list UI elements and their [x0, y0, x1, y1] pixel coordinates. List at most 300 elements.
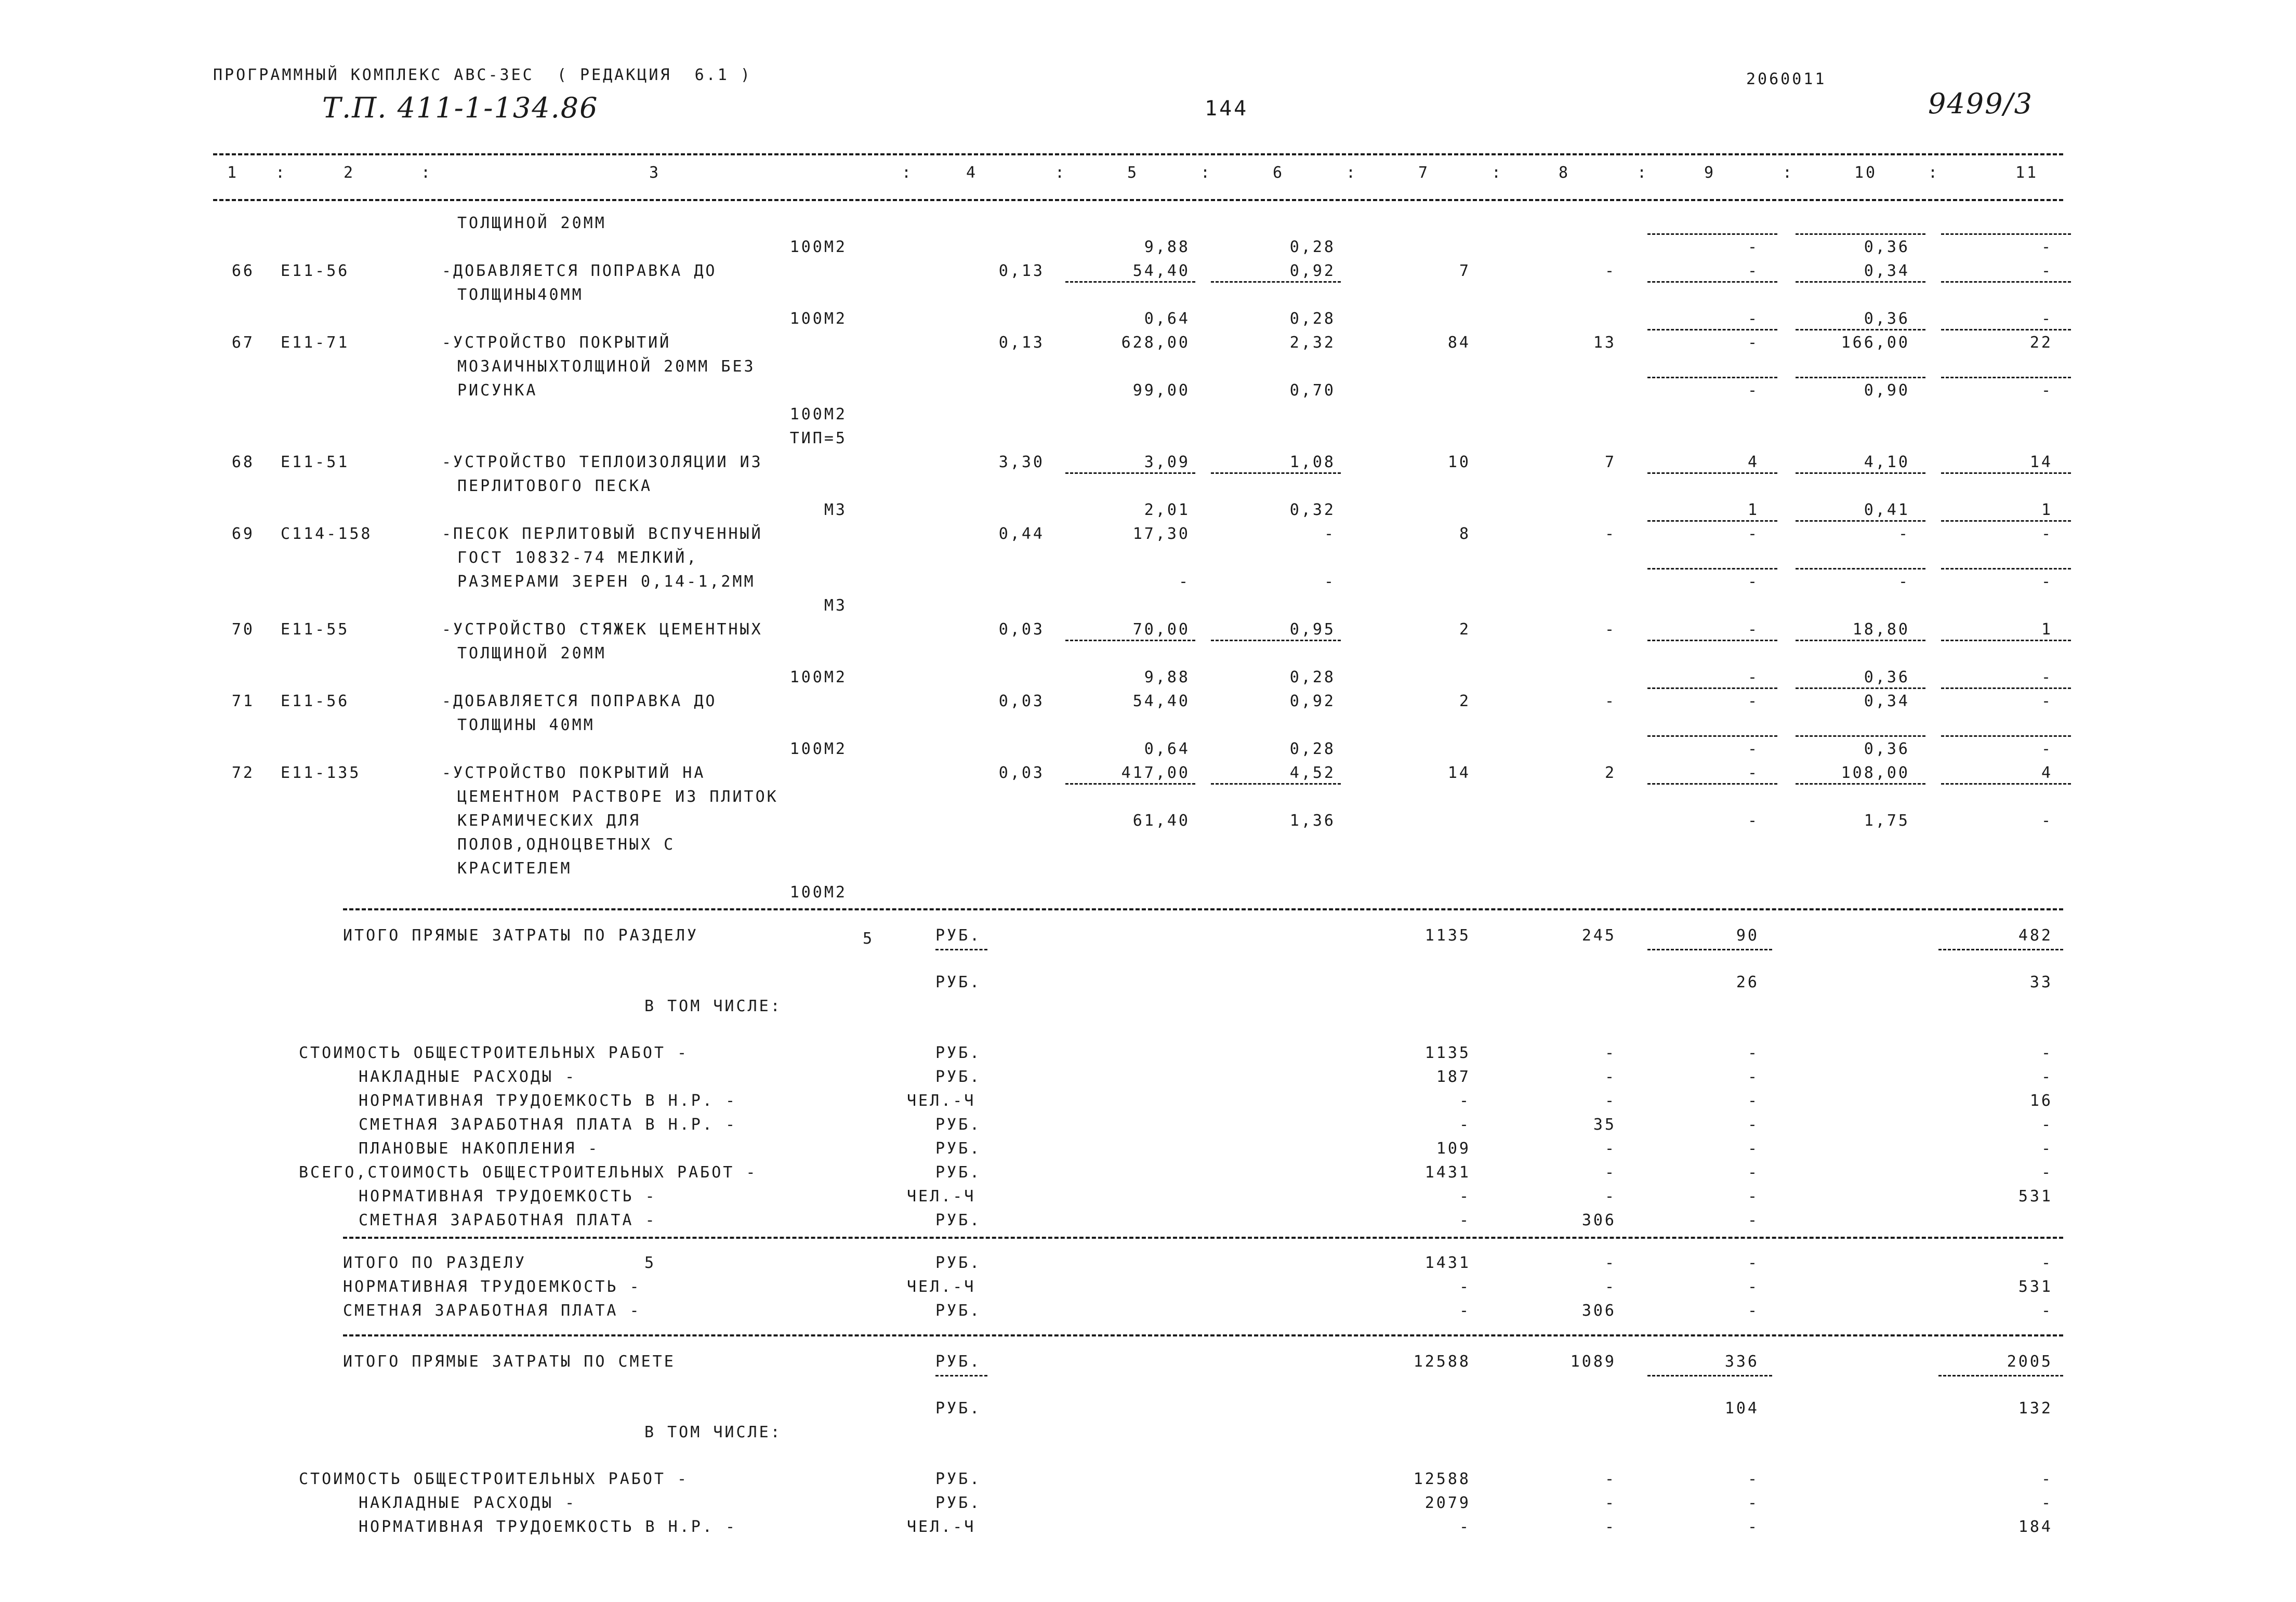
cell-c5: 61,40	[1132, 812, 1190, 830]
summary-c7: 1431	[1424, 1254, 1471, 1272]
cell-c10: 0,36	[1864, 238, 1910, 256]
estimate-total-c9: 336	[1724, 1353, 1759, 1371]
section-total-unit2: РУБ.	[935, 973, 982, 991]
dash-line	[1647, 640, 1777, 641]
estimate-breakdown-unit: РУБ.	[935, 1494, 982, 1512]
cell-c11: -	[2041, 812, 2053, 830]
item-number: 68	[231, 453, 255, 471]
cell-c10: 0,41	[1864, 501, 1910, 519]
section-number: 5	[863, 930, 875, 948]
cell-c9: -	[1747, 238, 1759, 256]
breakdown-c9: -	[1747, 1092, 1759, 1110]
item-description: ПЕРЛИТОВОГО ПЕСКА	[457, 477, 653, 495]
breakdown-c9: -	[1747, 1068, 1759, 1086]
item-description: -УСТРОЙСТВО ПОКРЫТИЙ	[442, 334, 671, 352]
item-number: 70	[231, 620, 255, 639]
estimate-breakdown-c11: -	[2041, 1494, 2053, 1512]
cell-c5: 99,00	[1132, 381, 1190, 400]
dash-line	[1647, 568, 1777, 570]
section-total-c9b: 26	[1736, 973, 1759, 991]
summary-c8: -	[1604, 1254, 1616, 1272]
summary-label: СМЕТНАЯ ЗАРАБОТНАЯ ПЛАТА -	[343, 1302, 641, 1320]
summary-c8: -	[1604, 1278, 1616, 1296]
dash-line	[1938, 1375, 2063, 1376]
estimate-breakdown-c8: -	[1604, 1494, 1616, 1512]
item-code: Е11-55	[281, 620, 350, 639]
breakdown-c9: -	[1747, 1044, 1759, 1062]
estimate-total-unit2: РУБ.	[935, 1399, 982, 1418]
cell-c8: 2	[1604, 764, 1616, 782]
dash-line	[1647, 233, 1777, 235]
column-separator: :	[421, 164, 433, 182]
breakdown-label: СМЕТНАЯ ЗАРАБОТНАЯ ПЛАТА -	[359, 1211, 657, 1229]
breakdown-c8: -	[1604, 1187, 1616, 1206]
item-description: -УСТРОЙСТВО ТЕПЛОИЗОЛЯЦИИ ИЗ	[442, 453, 763, 471]
item-description: -ПЕСОК ПЕРЛИТОВЫЙ ВСПУЧЕННЫЙ	[442, 525, 763, 543]
cell-c5: 0,64	[1144, 310, 1190, 328]
item-unit: М3	[824, 597, 847, 615]
item-description: ТОЛЩИНОЙ 20ММ	[457, 644, 606, 663]
dash-line	[1647, 1375, 1772, 1376]
summary-c11: -	[2041, 1302, 2053, 1320]
cell-c4: 3,30	[998, 453, 1045, 471]
cell-c5: 54,40	[1132, 692, 1190, 710]
cell-c5: 70,00	[1132, 620, 1190, 639]
estimate-breakdown-c9: -	[1747, 1494, 1759, 1512]
cell-c9: -	[1747, 740, 1759, 758]
cell-c4: 0,13	[998, 262, 1045, 280]
dash-line	[935, 949, 987, 950]
column-separator: :	[1346, 164, 1358, 182]
dash-line	[1647, 329, 1777, 330]
item-description: -ДОБАВЛЯЕТСЯ ПОПРАВКА ДО	[442, 692, 717, 710]
breakdown-unit: РУБ.	[935, 1116, 982, 1134]
cell-c9: -	[1747, 525, 1759, 543]
cell-c5: 54,40	[1132, 262, 1190, 280]
estimate-breakdown-c7: 12588	[1413, 1470, 1471, 1488]
cell-c10: -	[1898, 573, 1910, 591]
cell-c6: 2,32	[1289, 334, 1336, 352]
estimate-total-label: ИТОГО ПРЯМЫЕ ЗАТРАТЫ ПО СМЕТЕ	[343, 1353, 676, 1371]
cell-c9: 4	[1747, 453, 1759, 471]
item-description: ТОЛЩИНЫ 40ММ	[457, 716, 595, 734]
summary-section-number: 5	[644, 1254, 656, 1272]
breakdown-c11: -	[2041, 1163, 2053, 1182]
breakdown-c7: 1431	[1424, 1163, 1471, 1182]
cell-c4: 0,03	[998, 764, 1045, 782]
estimate-breakdown-unit: РУБ.	[935, 1470, 982, 1488]
column-header-9: 9	[1704, 164, 1716, 182]
dash-line	[1796, 377, 1925, 378]
summary-c11: 531	[2018, 1278, 2053, 1296]
item-code: Е11-71	[281, 334, 350, 352]
dash-line	[1796, 568, 1925, 570]
estimate-total-c8: 1089	[1570, 1353, 1616, 1371]
estimate-breakdown-c8: -	[1604, 1470, 1616, 1488]
summary-unit: ЧЕЛ.-Ч	[907, 1278, 976, 1296]
breakdown-c8: -	[1604, 1163, 1616, 1182]
cell-c11: 14	[2029, 453, 2053, 471]
breakdown-c11: -	[2041, 1140, 2053, 1158]
dash-line	[1211, 640, 1341, 641]
summary-c7: -	[1459, 1302, 1471, 1320]
summary-label: ИТОГО ПО РАЗДЕЛУ	[343, 1254, 526, 1272]
cell-c9: -	[1747, 764, 1759, 782]
breakdown-c8: 35	[1593, 1116, 1616, 1134]
breakdown-c8: -	[1604, 1140, 1616, 1158]
cell-c11: -	[2041, 238, 2053, 256]
item-number: 69	[231, 525, 255, 543]
cell-c6: 0,28	[1289, 238, 1336, 256]
item-description: ТОЛЩИНЫ40ММ	[457, 286, 584, 304]
column-header-7: 7	[1418, 164, 1430, 182]
dash-line	[1941, 735, 2071, 737]
breakdown-c7: -	[1459, 1116, 1471, 1134]
item-unit: 100М2	[789, 883, 847, 902]
breakdown-c11: 531	[2018, 1187, 2053, 1206]
item-description: -ДОБАВЛЯЕТСЯ ПОПРАВКА ДО	[442, 262, 717, 280]
summary-label: НОРМАТИВНАЯ ТРУДОЕМКОСТЬ -	[343, 1278, 641, 1296]
summary-c9: -	[1747, 1302, 1759, 1320]
column-header-2: 2	[343, 164, 355, 182]
cell-c11: -	[2041, 381, 2053, 400]
summary-unit: РУБ.	[935, 1302, 982, 1320]
dash-line	[1796, 520, 1925, 522]
column-header-6: 6	[1272, 164, 1285, 182]
column-separator: :	[1637, 164, 1649, 182]
summary-c9: -	[1747, 1254, 1759, 1272]
dash-line	[1211, 472, 1341, 474]
column-separator: :	[275, 164, 287, 182]
summary-c11: -	[2041, 1254, 2053, 1272]
cell-c5: 0,64	[1144, 740, 1190, 758]
column-separator: :	[1055, 164, 1067, 182]
breakdown-label: НОРМАТИВНАЯ ТРУДОЕМКОСТЬ В Н.Р. -	[359, 1092, 737, 1110]
cell-c10: 1,75	[1864, 812, 1910, 830]
cell-c6: 0,92	[1289, 692, 1336, 710]
cell-c6: 1,08	[1289, 453, 1336, 471]
item-unit: 100М2	[789, 310, 847, 328]
breakdown-label: СМЕТНАЯ ЗАРАБОТНАЯ ПЛАТА В Н.Р. -	[359, 1116, 737, 1134]
cell-c6: 0,70	[1289, 381, 1336, 400]
dash-line	[1647, 377, 1777, 378]
cell-c11: -	[2041, 740, 2053, 758]
cell-c9: -	[1747, 381, 1759, 400]
cell-c8: -	[1604, 525, 1616, 543]
estimate-breakdown-c7: 2079	[1424, 1494, 1471, 1512]
column-header-8: 8	[1558, 164, 1571, 182]
item-description: РАЗМЕРАМИ ЗЕРЕН 0,14-1,2ММ	[457, 573, 756, 591]
cell-c6: 0,28	[1289, 740, 1336, 758]
cell-c9: -	[1747, 620, 1759, 639]
dash-line	[1941, 520, 2071, 522]
cell-c8: -	[1604, 620, 1616, 639]
dash-line	[1941, 233, 2071, 235]
dash-line	[1796, 472, 1925, 474]
item-code: Е11-51	[281, 453, 350, 471]
section-summary-rule	[343, 1237, 2063, 1239]
section-total-c8: 245	[1581, 926, 1616, 945]
section-total-c9: 90	[1736, 926, 1759, 945]
cell-c6: 0,28	[1289, 310, 1336, 328]
estimate-breakdown-c11: 184	[2018, 1518, 2053, 1536]
section-total-c11b: 33	[2029, 973, 2053, 991]
program-title: ПРОГРАММНЫЙ КОМПЛЕКС АВС-3ЕС ( РЕДАКЦИЯ 6.1 )	[213, 66, 752, 84]
dash-line	[1941, 687, 2071, 689]
cell-c11: 1	[2041, 501, 2053, 519]
cell-c9: 1	[1747, 501, 1759, 519]
cell-c6: 0,28	[1289, 668, 1336, 686]
estimate-total-c9b: 104	[1724, 1399, 1759, 1418]
section-including-label: В ТОМ ЧИСЛЕ:	[644, 997, 782, 1015]
cell-c4: 0,03	[998, 620, 1045, 639]
item-unit: 100М2	[789, 740, 847, 758]
cell-c9: -	[1747, 692, 1759, 710]
column-separator: :	[902, 164, 914, 182]
cell-c5: 17,30	[1132, 525, 1190, 543]
column-header-10: 10	[1854, 164, 1878, 182]
cell-c6: 4,52	[1289, 764, 1336, 782]
item-description: ТОЛЩИНОЙ 20ММ	[457, 214, 606, 232]
column-header-11: 11	[2015, 164, 2039, 182]
item-number: 66	[231, 262, 255, 280]
cell-c5: -	[1178, 573, 1190, 591]
breakdown-c8: -	[1604, 1068, 1616, 1086]
item-number: 67	[231, 334, 255, 352]
section-total-unit: РУБ.	[935, 926, 982, 945]
item-number: 72	[231, 764, 255, 782]
cell-c5: 3,09	[1144, 453, 1190, 471]
document-code: 2060011	[1746, 70, 1827, 88]
dash-line	[1796, 329, 1925, 330]
cell-c11: -	[2041, 668, 2053, 686]
cell-c7: 14	[1447, 764, 1471, 782]
dash-line	[1796, 783, 1925, 785]
cell-c8: -	[1604, 262, 1616, 280]
estimate-breakdown-label: НОРМАТИВНАЯ ТРУДОЕМКОСТЬ В Н.Р. -	[359, 1518, 737, 1536]
breakdown-label: СТОИМОСТЬ ОБЩЕСТРОИТЕЛЬНЫХ РАБОТ -	[299, 1044, 689, 1062]
item-unit: М3	[824, 501, 847, 519]
item-code: С114-158	[281, 525, 373, 543]
cell-c11: -	[2041, 262, 2053, 280]
cell-c4: 0,13	[998, 334, 1045, 352]
breakdown-unit: РУБ.	[935, 1068, 982, 1086]
estimate-breakdown-label: НАКЛАДНЫЕ РАСХОДЫ -	[359, 1494, 577, 1512]
cell-c11: -	[2041, 525, 2053, 543]
breakdown-label: ПЛАНОВЫЕ НАКОПЛЕНИЯ -	[359, 1140, 600, 1158]
dash-line	[1941, 281, 2071, 283]
cell-c11: 22	[2029, 334, 2053, 352]
item-code: Е11-56	[281, 262, 350, 280]
section-total-c11: 482	[2018, 926, 2053, 945]
cell-c10: 0,34	[1864, 692, 1910, 710]
dash-line	[1796, 687, 1925, 689]
dash-line	[1211, 281, 1341, 283]
column-separator: :	[1928, 164, 1940, 182]
estimate-including-label: В ТОМ ЧИСЛЕ:	[644, 1423, 782, 1441]
dash-line	[1796, 640, 1925, 641]
cell-c8: -	[1604, 692, 1616, 710]
item-unit: 100М2	[789, 238, 847, 256]
cell-c5: 9,88	[1144, 668, 1190, 686]
item-description: -УСТРОЙСТВО ПОКРЫТИЙ НА	[442, 764, 706, 782]
dash-line	[1941, 377, 2071, 378]
cell-c10: 0,36	[1864, 740, 1910, 758]
breakdown-label: НОРМАТИВНАЯ ТРУДОЕМКОСТЬ -	[359, 1187, 657, 1206]
dash-line	[1941, 783, 2071, 785]
cell-c10: 0,36	[1864, 668, 1910, 686]
cell-c9: -	[1747, 668, 1759, 686]
breakdown-unit: ЧЕЛ.-Ч	[907, 1187, 976, 1206]
section-total-c7: 1135	[1424, 926, 1471, 945]
cell-c11: 1	[2041, 620, 2053, 639]
item-description: -УСТРОЙСТВО СТЯЖЕК ЦЕМЕНТНЫХ	[442, 620, 763, 639]
item-description: МОЗАИЧНЫХТОЛЩИНОЙ 20ММ БЕЗ	[457, 358, 756, 376]
cell-c6: 0,32	[1289, 501, 1336, 519]
column-header-4: 4	[966, 164, 978, 182]
estimate-total-unit: РУБ.	[935, 1353, 982, 1371]
cell-c8: 13	[1593, 334, 1616, 352]
cell-c6: 1,36	[1289, 812, 1336, 830]
dash-line	[1065, 783, 1195, 785]
dash-line	[1211, 783, 1341, 785]
page-number: 144	[1205, 97, 1249, 121]
cell-c5: 2,01	[1144, 501, 1190, 519]
dash-line	[1796, 233, 1925, 235]
cell-c11: -	[2041, 692, 2053, 710]
column-header-5: 5	[1127, 164, 1139, 182]
cell-c10: 166,00	[1841, 334, 1910, 352]
breakdown-c7: -	[1459, 1211, 1471, 1229]
breakdown-c7: 1135	[1424, 1044, 1471, 1062]
breakdown-c7: 109	[1436, 1140, 1471, 1158]
cell-c7: 84	[1447, 334, 1471, 352]
cell-c9: -	[1747, 334, 1759, 352]
summary-c7: -	[1459, 1278, 1471, 1296]
dash-line	[1647, 949, 1772, 950]
summary-c8: 306	[1581, 1302, 1616, 1320]
cell-c4: 0,03	[998, 692, 1045, 710]
estimate-breakdown-unit: ЧЕЛ.-Ч	[907, 1518, 976, 1536]
item-description: КЕРАМИЧЕСКИХ ДЛЯ	[457, 812, 641, 830]
estimate-breakdown-c8: -	[1604, 1518, 1616, 1536]
cell-c7: 7	[1459, 262, 1471, 280]
dash-line	[1796, 281, 1925, 283]
breakdown-c9: -	[1747, 1116, 1759, 1134]
dash-line	[935, 1375, 987, 1376]
breakdown-unit: РУБ.	[935, 1211, 982, 1229]
item-unit: ТИП=5	[789, 429, 847, 447]
section-total-label: ИТОГО ПРЯМЫЕ ЗАТРАТЫ ПО РАЗДЕЛУ	[343, 926, 698, 945]
estimate-breakdown-c9: -	[1747, 1518, 1759, 1536]
cell-c10: 0,36	[1864, 310, 1910, 328]
column-separator: :	[1200, 164, 1212, 182]
cell-c7: 8	[1459, 525, 1471, 543]
breakdown-c7: 187	[1436, 1068, 1471, 1086]
breakdown-unit: РУБ.	[935, 1140, 982, 1158]
breakdown-c8: -	[1604, 1044, 1616, 1062]
cell-c10: 4,10	[1864, 453, 1910, 471]
item-description: РИСУНКА	[457, 381, 538, 400]
cell-c10: 18,80	[1852, 620, 1910, 639]
breakdown-c11: -	[2041, 1116, 2053, 1134]
header-rule-top	[213, 153, 2063, 155]
dash-line	[1647, 783, 1777, 785]
cell-c9: -	[1747, 310, 1759, 328]
item-description: ГОСТ 10832-74 МЕЛКИЙ,	[457, 549, 698, 567]
item-number: 71	[231, 692, 255, 710]
estimate-breakdown-c9: -	[1747, 1470, 1759, 1488]
estimate-breakdown-c11: -	[2041, 1470, 2053, 1488]
estimate-total-rule	[343, 1334, 2063, 1336]
dash-line	[1938, 949, 2063, 950]
breakdown-c8: 306	[1581, 1211, 1616, 1229]
cell-c10: 0,34	[1864, 262, 1910, 280]
breakdown-c9: -	[1747, 1140, 1759, 1158]
estimate-total-c11b: 132	[2018, 1399, 2053, 1418]
column-separator: :	[1492, 164, 1503, 182]
column-header-3: 3	[649, 164, 661, 182]
breakdown-unit: ЧЕЛ.-Ч	[907, 1092, 976, 1110]
item-unit: 100М2	[789, 405, 847, 423]
header-rule-bottom	[213, 199, 2063, 201]
breakdown-c9: -	[1747, 1211, 1759, 1229]
breakdown-unit: РУБ.	[935, 1044, 982, 1062]
breakdown-c8: -	[1604, 1092, 1616, 1110]
dash-line	[1941, 329, 2071, 330]
breakdown-c9: -	[1747, 1187, 1759, 1206]
breakdown-label: ВСЕГО,СТОИМОСТЬ ОБЩЕСТРОИТЕЛЬНЫХ РАБОТ -	[299, 1163, 758, 1182]
column-header-1: 1	[227, 164, 239, 182]
summary-c9: -	[1747, 1278, 1759, 1296]
summary-unit: РУБ.	[935, 1254, 982, 1272]
cell-c5: 628,00	[1121, 334, 1190, 352]
dash-line	[1941, 568, 2071, 570]
dash-line	[1647, 472, 1777, 474]
dash-line	[1647, 687, 1777, 689]
cell-c9: -	[1747, 573, 1759, 591]
cell-c10: -	[1898, 525, 1910, 543]
cell-c6: -	[1324, 573, 1336, 591]
column-separator: :	[1783, 164, 1794, 182]
cell-c11: -	[2041, 310, 2053, 328]
cell-c7: 2	[1459, 620, 1471, 639]
item-description: ПОЛОВ,ОДНОЦВЕТНЫХ С	[457, 836, 676, 854]
cell-c5: 9,88	[1144, 238, 1190, 256]
project-code: Т.П. 411-1-134.86	[322, 91, 599, 124]
breakdown-c7: -	[1459, 1092, 1471, 1110]
breakdown-c9: -	[1747, 1163, 1759, 1182]
dash-line	[1941, 640, 2071, 641]
cell-c9: -	[1747, 812, 1759, 830]
cell-c11: 4	[2041, 764, 2053, 782]
cell-c10: 0,90	[1864, 381, 1910, 400]
breakdown-label: НАКЛАДНЫЕ РАСХОДЫ -	[359, 1068, 577, 1086]
item-description: ЦЕМЕНТНОМ РАСТВОРЕ ИЗ ПЛИТОК	[457, 788, 778, 806]
dash-line	[1941, 472, 2071, 474]
dash-line	[1065, 281, 1195, 283]
item-description: КРАСИТЕЛЕМ	[457, 859, 572, 878]
estimate-total-c11: 2005	[2007, 1353, 2053, 1371]
cell-c10: 108,00	[1841, 764, 1910, 782]
breakdown-unit: РУБ.	[935, 1163, 982, 1182]
cell-c11: -	[2041, 573, 2053, 591]
cell-c6: -	[1324, 525, 1336, 543]
dash-line	[1065, 640, 1195, 641]
dash-line	[1647, 520, 1777, 522]
item-unit: 100М2	[789, 668, 847, 686]
estimate-breakdown-c7: -	[1459, 1518, 1471, 1536]
